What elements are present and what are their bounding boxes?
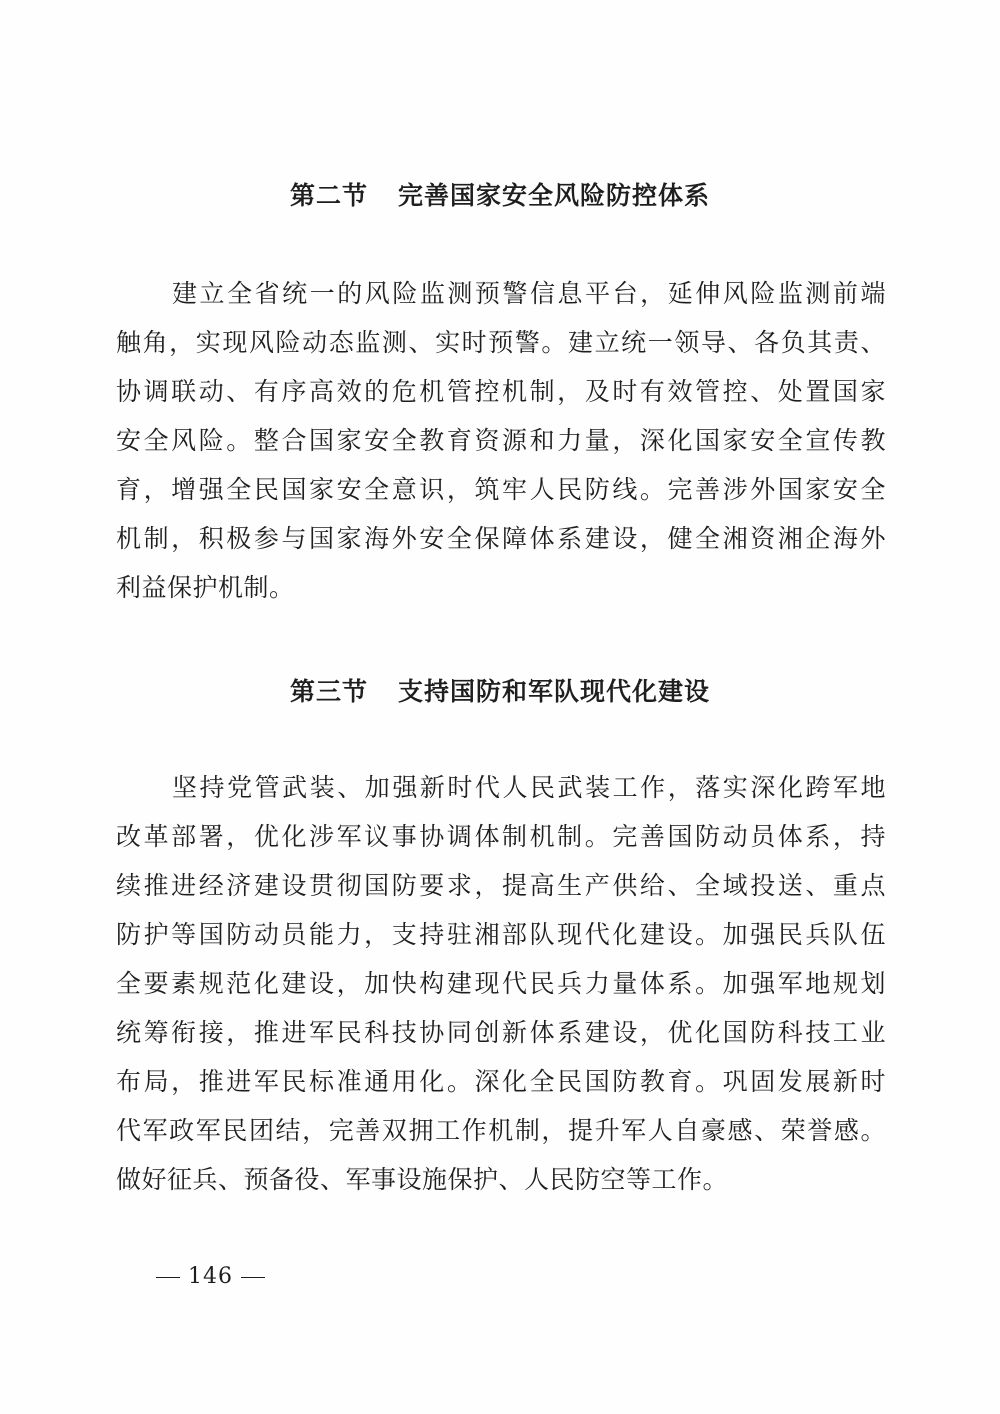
paragraph-line: 建立全省统一的风险监测预警信息平台，延伸风险监测前端 <box>172 279 886 308</box>
paragraph-line: 协调联动、有序高效的危机管控机制，及时有效管控、处置国家 <box>116 377 886 406</box>
paragraph-line: 续推进经济建设贯彻国防要求，提高生产供给、全域投送、重点 <box>116 871 886 900</box>
paragraph-line: 安全风险。整合国家安全教育资源和力量，深化国家安全宣传教 <box>116 426 886 455</box>
section-3-number: 第三节 <box>289 677 368 706</box>
paragraph-line: 防护等国防动员能力，支持驻湘部队现代化建设。加强民兵队伍 <box>116 920 886 949</box>
section-2-title: 完善国家安全风险防控体系 <box>398 181 711 210</box>
section-heading-3 <box>0 672 1000 708</box>
paragraph-line: 机制，积极参与国家海外安全保障体系建设，健全湘资湘企海外 <box>116 524 886 553</box>
paragraph-line: 利益保护机制。 <box>116 573 295 602</box>
paragraph-line: 做好征兵、预备役、军事设施保护、人民防空等工作。 <box>116 1165 729 1194</box>
paragraph-line: 改革部署，优化涉军议事协调体制机制。完善国防动员体系，持 <box>116 822 886 851</box>
paragraph-line: 统筹衔接，推进军民科技协同创新体系建设，优化国防科技工业 <box>116 1018 886 1047</box>
paragraph-line: 代军政军民团结，完善双拥工作机制，提升军人自豪感、荣誉感。 <box>116 1116 886 1145</box>
page-number-value: 146 <box>188 1264 233 1289</box>
section-heading-2 <box>0 176 1000 212</box>
paragraph-line: 触角，实现风险动态监测、实时预警。建立统一领导、各负其责、 <box>116 328 886 357</box>
section-2-number: 第二节 <box>289 181 368 210</box>
page-number-dash-right <box>241 1277 265 1278</box>
section-3-title: 支持国防和军队现代化建设 <box>398 677 711 706</box>
paragraph-line: 布局，推进军民标准通用化。深化全民国防教育。巩固发展新时 <box>116 1067 886 1096</box>
paragraph-line: 坚持党管武装、加强新时代人民武装工作，落实深化跨军地 <box>172 773 886 802</box>
page-number <box>148 1264 273 1289</box>
paragraph-line: 全要素规范化建设，加快构建现代民兵力量体系。加强军地规划 <box>116 969 886 998</box>
paragraph-line: 育，增强全民国家安全意识，筑牢人民防线。完善涉外国家安全 <box>116 475 886 504</box>
page-number-dash-left <box>156 1277 180 1278</box>
